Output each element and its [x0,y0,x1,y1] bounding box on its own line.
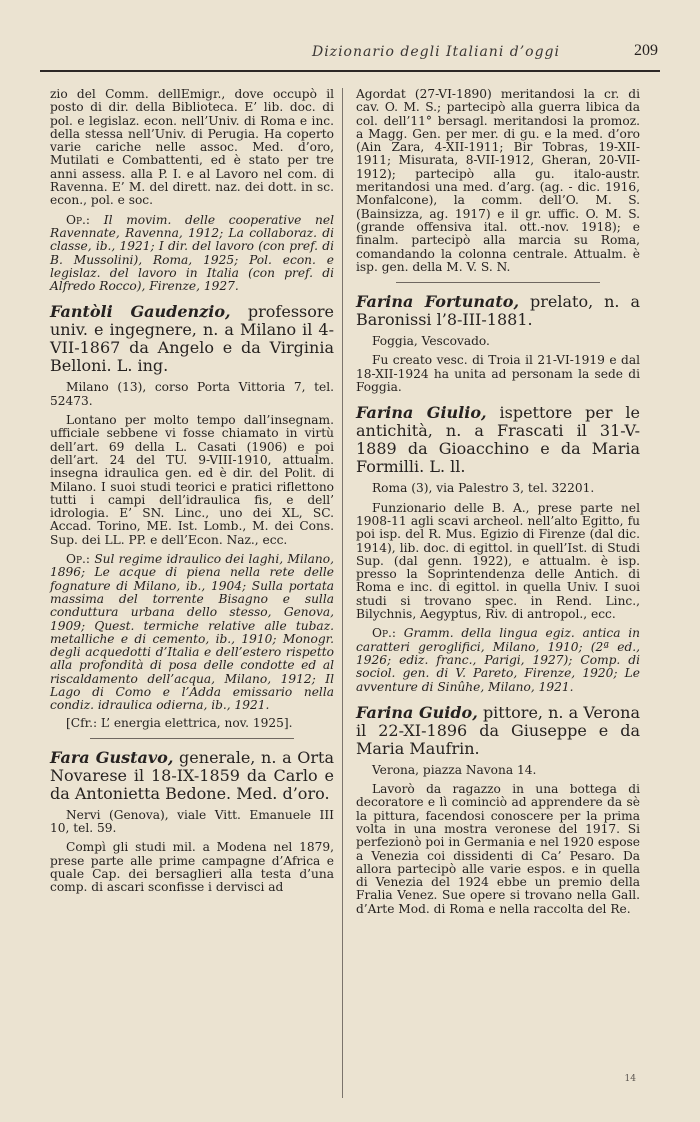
entry-fara-heading: Fara Gustavo, generale, n. a Orta Novarese il 18-IX-1859 da Carlo e da Antonietta Bedone. Med. d’oro. [50,747,334,803]
entry-giulio-body: Funzionario delle B. A., prese parte nel 1908-11 agli scavi archeol. nell’alto Egitto, fu poi isp. del R. Mus. Egizio di Firenze (dal dic. 1914), lib. doc. di egittol. in quell’Ist. di Studi Sup. (dal genn. 1922), e attualm. è isp. presso la Soprintendenza delle Antich. di Roma e inc. di egittol. in quella Univ. I suoi studi si trovano spec. in Rend. Linc., Bilychnis, Aegyptus, Riv. di antropol., ecc. [356,500,640,622]
bibliography: Op.: Il movim. delle cooperative nel Ravennate, Ravenna, 1912; La collaboraz. di classe, ib., 1921; I dir. del lavoro (con pref. di B. Mussolini), Roma, 1925; Pol. econ. e legislaz. del lavoro in Italia (con pref. di Alfredo Rocco), Firenze, 1927. [50,212,334,294]
page-header [40,40,660,80]
entry-separator [396,282,600,283]
entry-fantoli-works: Op.: Sul regime idraulico dei laghi, Milano, 1896; Le acque di piena nella rete delle fognature di Milano, ib., 1904; Sulla portata massima del torrente Bisagno e sulla conduttura urbana dello stesso, Genova, 1909; Quest. termiche relative alle tubaz. metalliche e di cemento, ib., 1910; Monogr. degli acquedotti d’Italia e dell’estero rispetto alla profondità di posa delle condotte ed al riscaldamento dell’acqua, Milano, 1912; Il Lago di Como e l’Adda emissario nella condiz. idraulica odierna, ib., 1921. [50,552,334,713]
signature-mark: 14 [624,1074,636,1084]
entry-fara-body: Compì gli studi mil. a Modena nel 1879, prese parte alle prime campagne d’Africa e quale Cap. dei bersaglieri alla testa d’una comp. di ascari sconfisse i dervisci ad [50,840,334,895]
entry-fortunato-body: Fu creato vesc. di Troia il 21-VI-1919 e dal 18-XII-1924 ha unita ad personam la sede di Foggia. [356,353,640,395]
running-title: Dizionario degli Italiani d’oggi [311,44,560,60]
right-column [356,88,640,916]
entry-giulio-heading: Farina Giulio, ispettore per le antichità, n. a Frascati il 31-V-1889 da Gioacchino e da Maria Formilli. L. ll. [356,403,640,477]
entry-fara-address: Nervi (Genova), viale Vitt. Emanuele III 10, tel. 59. [50,807,334,836]
entry-guido-address: Verona, piazza Navona 14. [372,762,537,777]
entry-giulio-works: Op.: Gramm. della lingua egiz. antica in caratteri geroglifici, Milano, 1910; (2ª ed., 1926; ediz. franc., Parigi, 1927); Comp. di sociol. gen. di V. Pareto, Firenze, 1920; Le avventure di Sinûhe, Milano, 1921. [356,626,641,694]
header-rule [40,70,660,72]
entry-fortunato-address: Foggia, Vescovado. [372,334,490,349]
page-number: 209 [634,42,658,59]
entry-guido-heading: Farina Guido, pittore, n. a Verona il 22-XI-1896 da Giuseppe e da Maria Maufrin. [356,702,641,758]
entry-fortunato-heading: Farina Fortunato, prelato, n. a Baronissi l’8-III-1881. [356,292,640,330]
entry-giulio-address: Roma (3), via Palestro 3, tel. 32201. [372,481,595,496]
entry-guido-body: Lavorò da ragazzo in una bottega di decoratore e lì cominciò ad apprendere da sè la pittura, facendosi conoscere per la prima volta in una mostra veronese del 1917. Si perfezionò poi in Germania e nel 1920 espose a Venezia coi dissidenti di Ca’ Pesaro. Da allora partecipò alle varie espos. e in quella di Venezia del 1924 ebbe un premio della Fralia Venez. Sue opere si trovano nella Gall. d’Arte Mod. di Roma e nella raccolta del Re. [356,782,640,916]
left-column [50,88,334,895]
entry-separator [90,738,294,739]
column-divider [342,88,343,1098]
entry-fantoli-body: Lontano per molto tempo dall’insegnam. ufficiale sebbene vi fosse chiamato in virtù dell’art. 69 della L. Casati (1906) e poi dell’art. 24 del TU. 9-VIII-1910, attualm. insegna idraulica gen. ed è dir. del Polit. di Milano. I suoi studi teorici e pratici riflettono tutti i campi dell’idraulica fis, e dell’ idrologia. E’ SN. Linc., uno dei XL, SC. Accad. Torino, ME. Ist. Lomb., M. dei Cons. Sup. dei LL. PP. e dell’Econ. Naz., ecc. [50,413,334,547]
entry-fantoli-cfr: [Cfr.: L’ energia elettrica, nov. 1925]. [66,715,293,730]
entry-fara-continuation: Agordat (27-VI-1890) meritandosi la cr. di cav. O. M. S.; partecipò alla guerra libica da col. dell’11° bersagl. meritandosi la promoz. a Magg. Gen. per mer. di gu. e la med. d’oro (Ain Zara, 4-XII-1911; Bir Tobras, 19-XII-1911; Misurata, 8-VII-1912, Gheran, 20-VII-1912); partecipò alla gu. italo-austr. meritandosi una med. d’arg. (ag. - dic. 1916, Monfalcone), la comm. dell’O. M. S. (Bainsizza, ag. 1917) e il gr. uffic. O. M. S. (grande offensiva ital. ott.-nov. 1918); e finalm. partecipò alla marcia su Roma, comandando la colonna centrale. Attualm. è isp. gen. della M. V. S. N. [356,87,640,274]
entry-fantoli-heading: Fantòli Gaudenzio, professore univ. e ingegnere, n. a Milano il 4-VII-1867 da Angelo e da Virginia Belloni. L. ing. [50,302,334,376]
entry-continuation: zio del Comm. dellEmigr., dove occupò il posto di dir. della Biblioteca. E’ lib. doc. di pol. e legislaz. econ. nell’Univ. di Roma e inc. della stessa nell’Univ. di Perugia. Ha coperto varie cariche nelle assoc. Med. d’oro, Mutilati e Combattenti, ed è stato per tre anni assess. alla P. I. e al Lavoro nel com. di Ravenna. E’ M. del dirett. naz. dei dott. in sc. econ., pol. e soc. [50,87,334,208]
entry-fantoli-address: Milano (13), corso Porta Vittoria 7, tel. 52473. [50,380,334,408]
